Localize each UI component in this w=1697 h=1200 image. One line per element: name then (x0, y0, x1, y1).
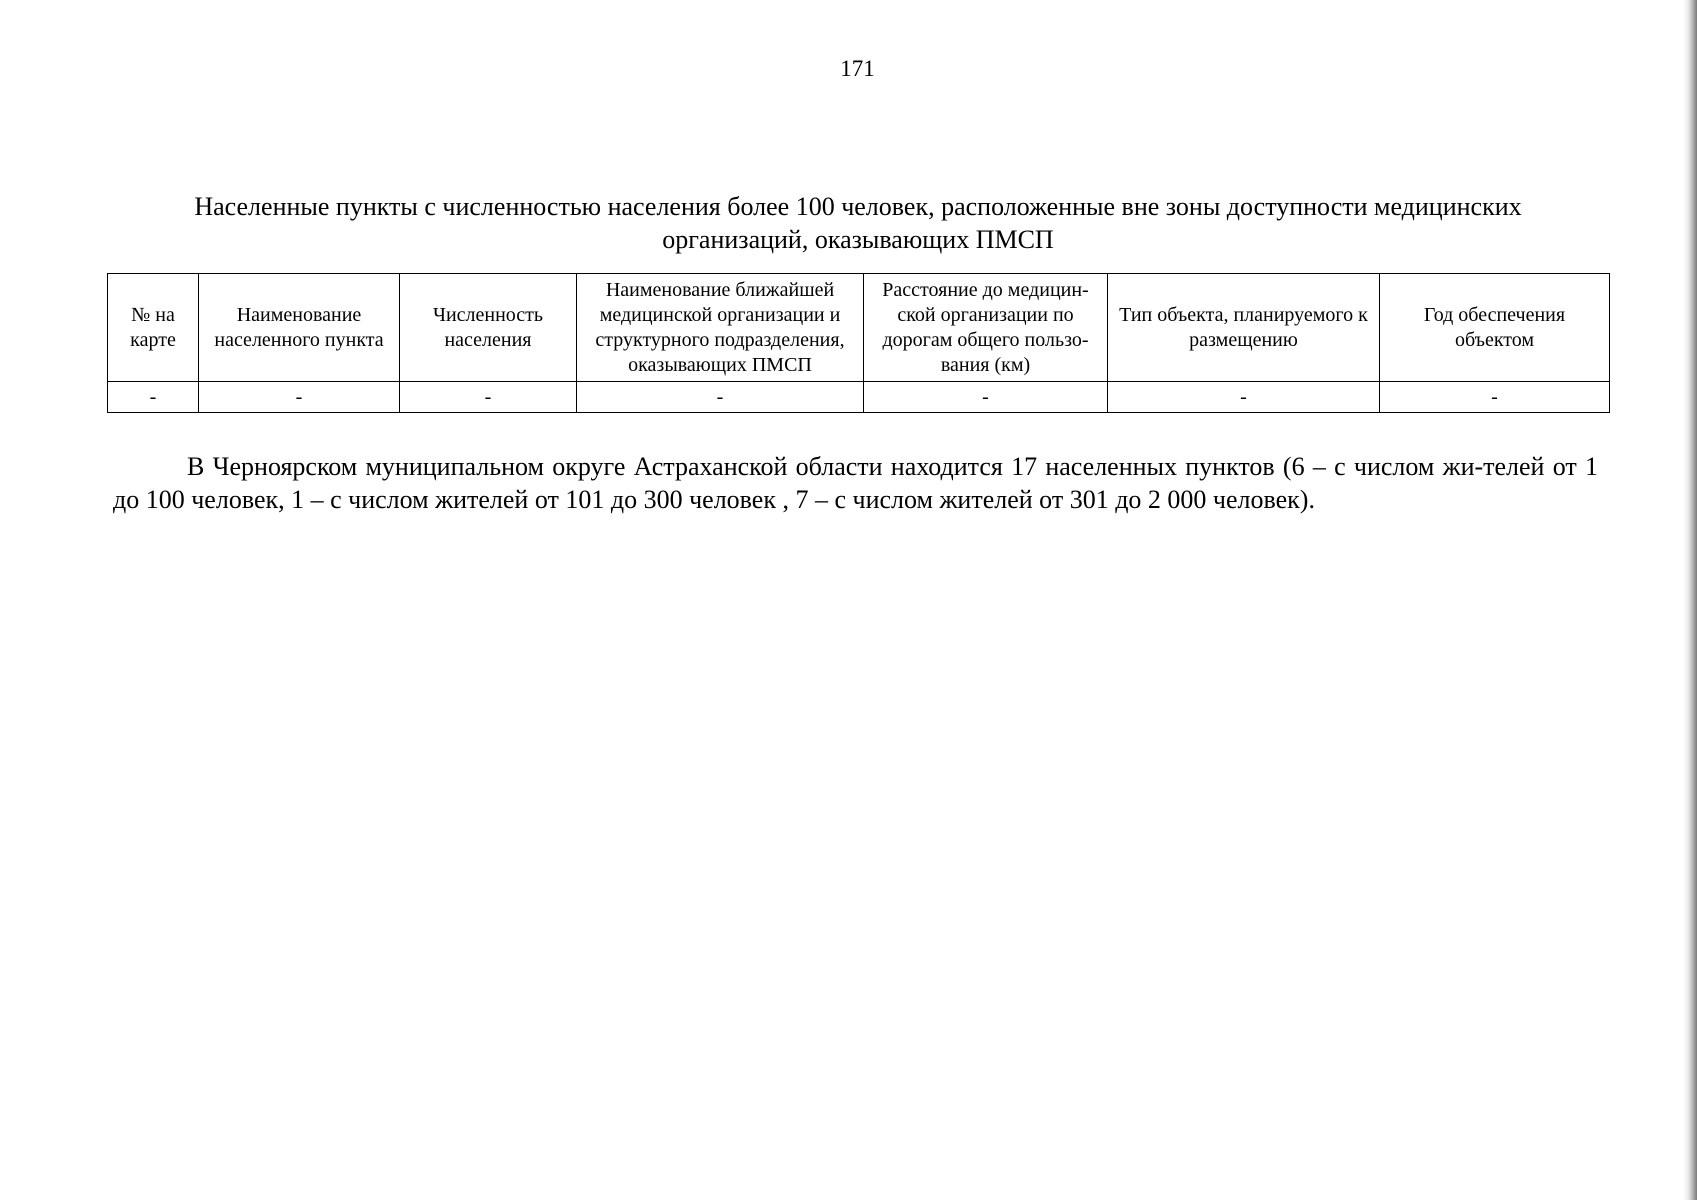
header-planned-object-type: Тип объекта, планируемого к размещению (1108, 274, 1380, 382)
table-cell: - (1108, 382, 1380, 413)
settlements-table (107, 273, 1610, 413)
page-number: 171 (840, 56, 875, 81)
table-cell: - (199, 382, 400, 413)
header-map-number: № на карте (108, 274, 199, 382)
summary-paragraph: В Черноярском муниципальном округе Астраханской области находится 17 населенных пунктов (6 – с числом жи-телей от 1 до 100 человек, 1 – с числом жителей от 101 до 300 человек , 7 – с числом жителей от 301 до 2 000 человек). (113, 452, 1598, 514)
header-nearest-medical-org: Наименование ближайшей медицинской организации и структурного подразделения, оказывающих ПМСП (577, 274, 864, 382)
header-year-provided: Год обеспечения объектом (1380, 274, 1610, 382)
page-edge-shadow (1683, 0, 1697, 1200)
document-title (108, 190, 1608, 256)
table-header (108, 274, 1610, 382)
table-cell: - (1380, 382, 1610, 413)
header-population: Численность населения (400, 274, 577, 382)
document-title-line-2: организаций, оказывающих ПМСП (662, 225, 1054, 254)
table-cell: - (108, 382, 199, 413)
header-settlement-name: Наименование населенного пункта (199, 274, 400, 382)
table-cell: - (400, 382, 577, 413)
table-row (108, 382, 1610, 413)
header-distance-km: Расстояние до медицин-ской организации по дорогам общего пользо-вания (км) (864, 274, 1108, 382)
table-header-row (108, 274, 1610, 382)
table-body (108, 382, 1610, 413)
table-cell: - (864, 382, 1108, 413)
document-title-line-1: Населенные пункты с численностью населения более 100 человек, расположенные вне зоны доступности медицинских (194, 192, 1522, 221)
table-cell: - (577, 382, 864, 413)
